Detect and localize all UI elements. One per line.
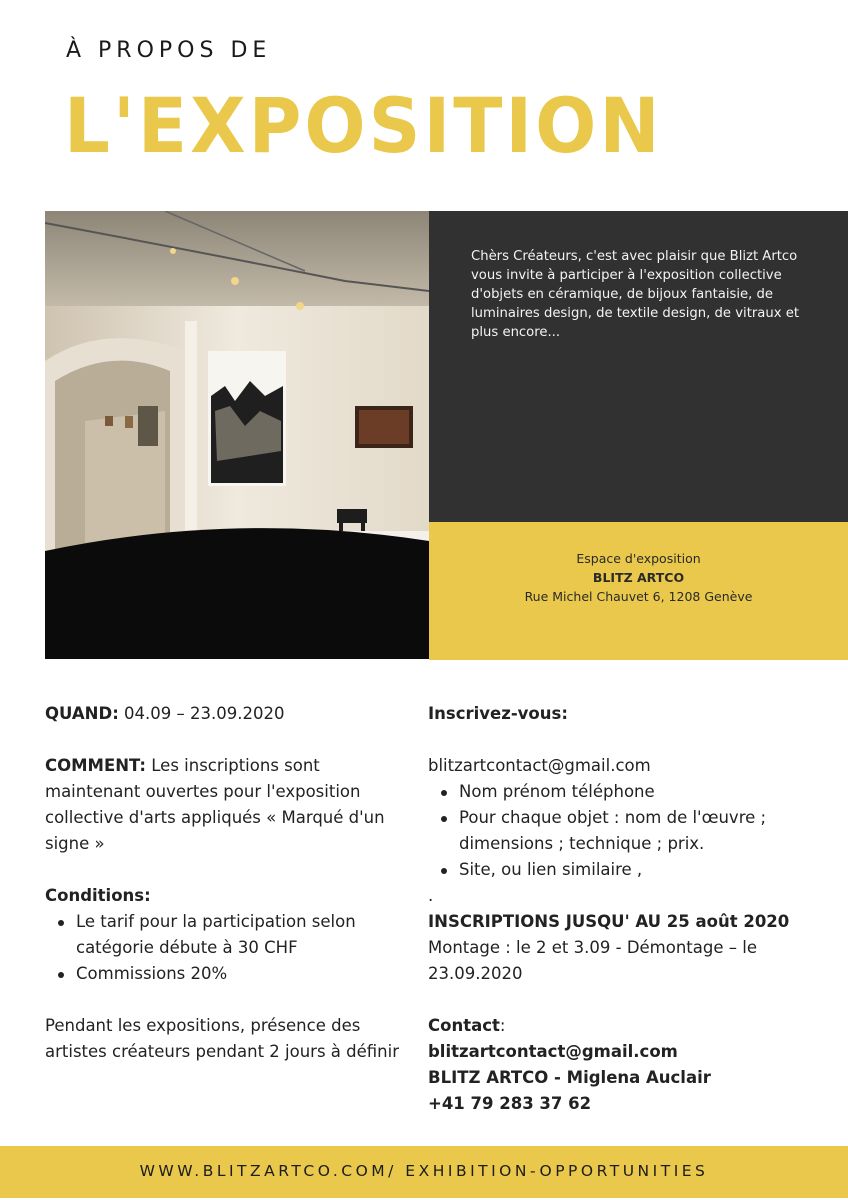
intro-text: Chèrs Créateurs, c'est avec plaisir que Blizt Artco vous invite à participer à l'exposition collective d'objets en céramique, de bijoux fantaisie, de luminaires design, de textile design, de vitraux et plus encore...: [471, 249, 799, 340]
schedule: Montage : le 2 et 3.09 - Démontage – le 23.09.2020: [428, 938, 757, 983]
footer-url[interactable]: WWW.BLITZARTCO.COM/ EXHIBITION-OPPORTUNITIES: [139, 1162, 709, 1180]
footer-bar: [0, 1146, 848, 1198]
when-value: 04.09 – 23.09.2020: [118, 704, 285, 723]
how-paragraph: [45, 753, 415, 857]
contact-label: Contact: [428, 1016, 500, 1035]
list-item: Pour chaque objet : nom de l'œuvre ; dimensions ; technique ; prix.: [428, 805, 828, 857]
details-right-column: [428, 701, 828, 1117]
gallery-photo: [45, 211, 429, 659]
list-item: Commissions 20%: [45, 961, 415, 987]
venue-panel: [429, 522, 848, 660]
contact-phone[interactable]: +41 79 283 37 62: [428, 1094, 592, 1113]
list-item: Site, ou lien similaire ,: [428, 857, 828, 883]
contact-email[interactable]: blitzartcontact@gmail.com: [428, 1042, 678, 1061]
venue-address: Rue Michel Chauvet 6, 1208 Genève: [524, 589, 753, 604]
intro-panel: [429, 211, 848, 522]
how-label: COMMENT:: [45, 756, 147, 775]
presence-note: Pendant les expositions, présence des artistes créateurs pendant 2 jours à définir: [45, 1016, 400, 1061]
deadline: INSCRIPTIONS JUSQU' AU 25 août 2020: [428, 912, 790, 931]
contact-colon: :: [499, 1016, 506, 1035]
signup-email[interactable]: blitzartcontact@gmail.com: [428, 756, 651, 775]
page-title: L'EXPOSITION: [64, 81, 663, 170]
venue-label: Espace d'exposition: [576, 551, 701, 566]
signup-requirements: [428, 779, 828, 883]
venue-name: BLITZ ARTCO: [592, 570, 685, 585]
how-value: Les inscriptions sont maintenant ouvertes pour l'exposition collective d'arts appliqués « Marqué d'un signe »: [45, 756, 385, 853]
list-item: Nom prénom téléphone: [428, 779, 828, 805]
conditions-label: Conditions:: [45, 886, 151, 905]
contact-heading: [428, 1013, 828, 1039]
conditions-list: [45, 909, 415, 987]
kicker: À PROPOS DE: [66, 38, 272, 63]
when-label: QUAND:: [45, 704, 119, 723]
when-line: [45, 701, 415, 727]
contact-name: BLITZ ARTCO - Miglena Auclair: [428, 1068, 711, 1087]
signup-label: Inscrivez-vous:: [428, 704, 568, 723]
separator-dot: .: [428, 886, 434, 905]
list-item: Le tarif pour la participation selon catégorie débute à 30 CHF: [45, 909, 415, 961]
details-left-column: [45, 701, 415, 1065]
